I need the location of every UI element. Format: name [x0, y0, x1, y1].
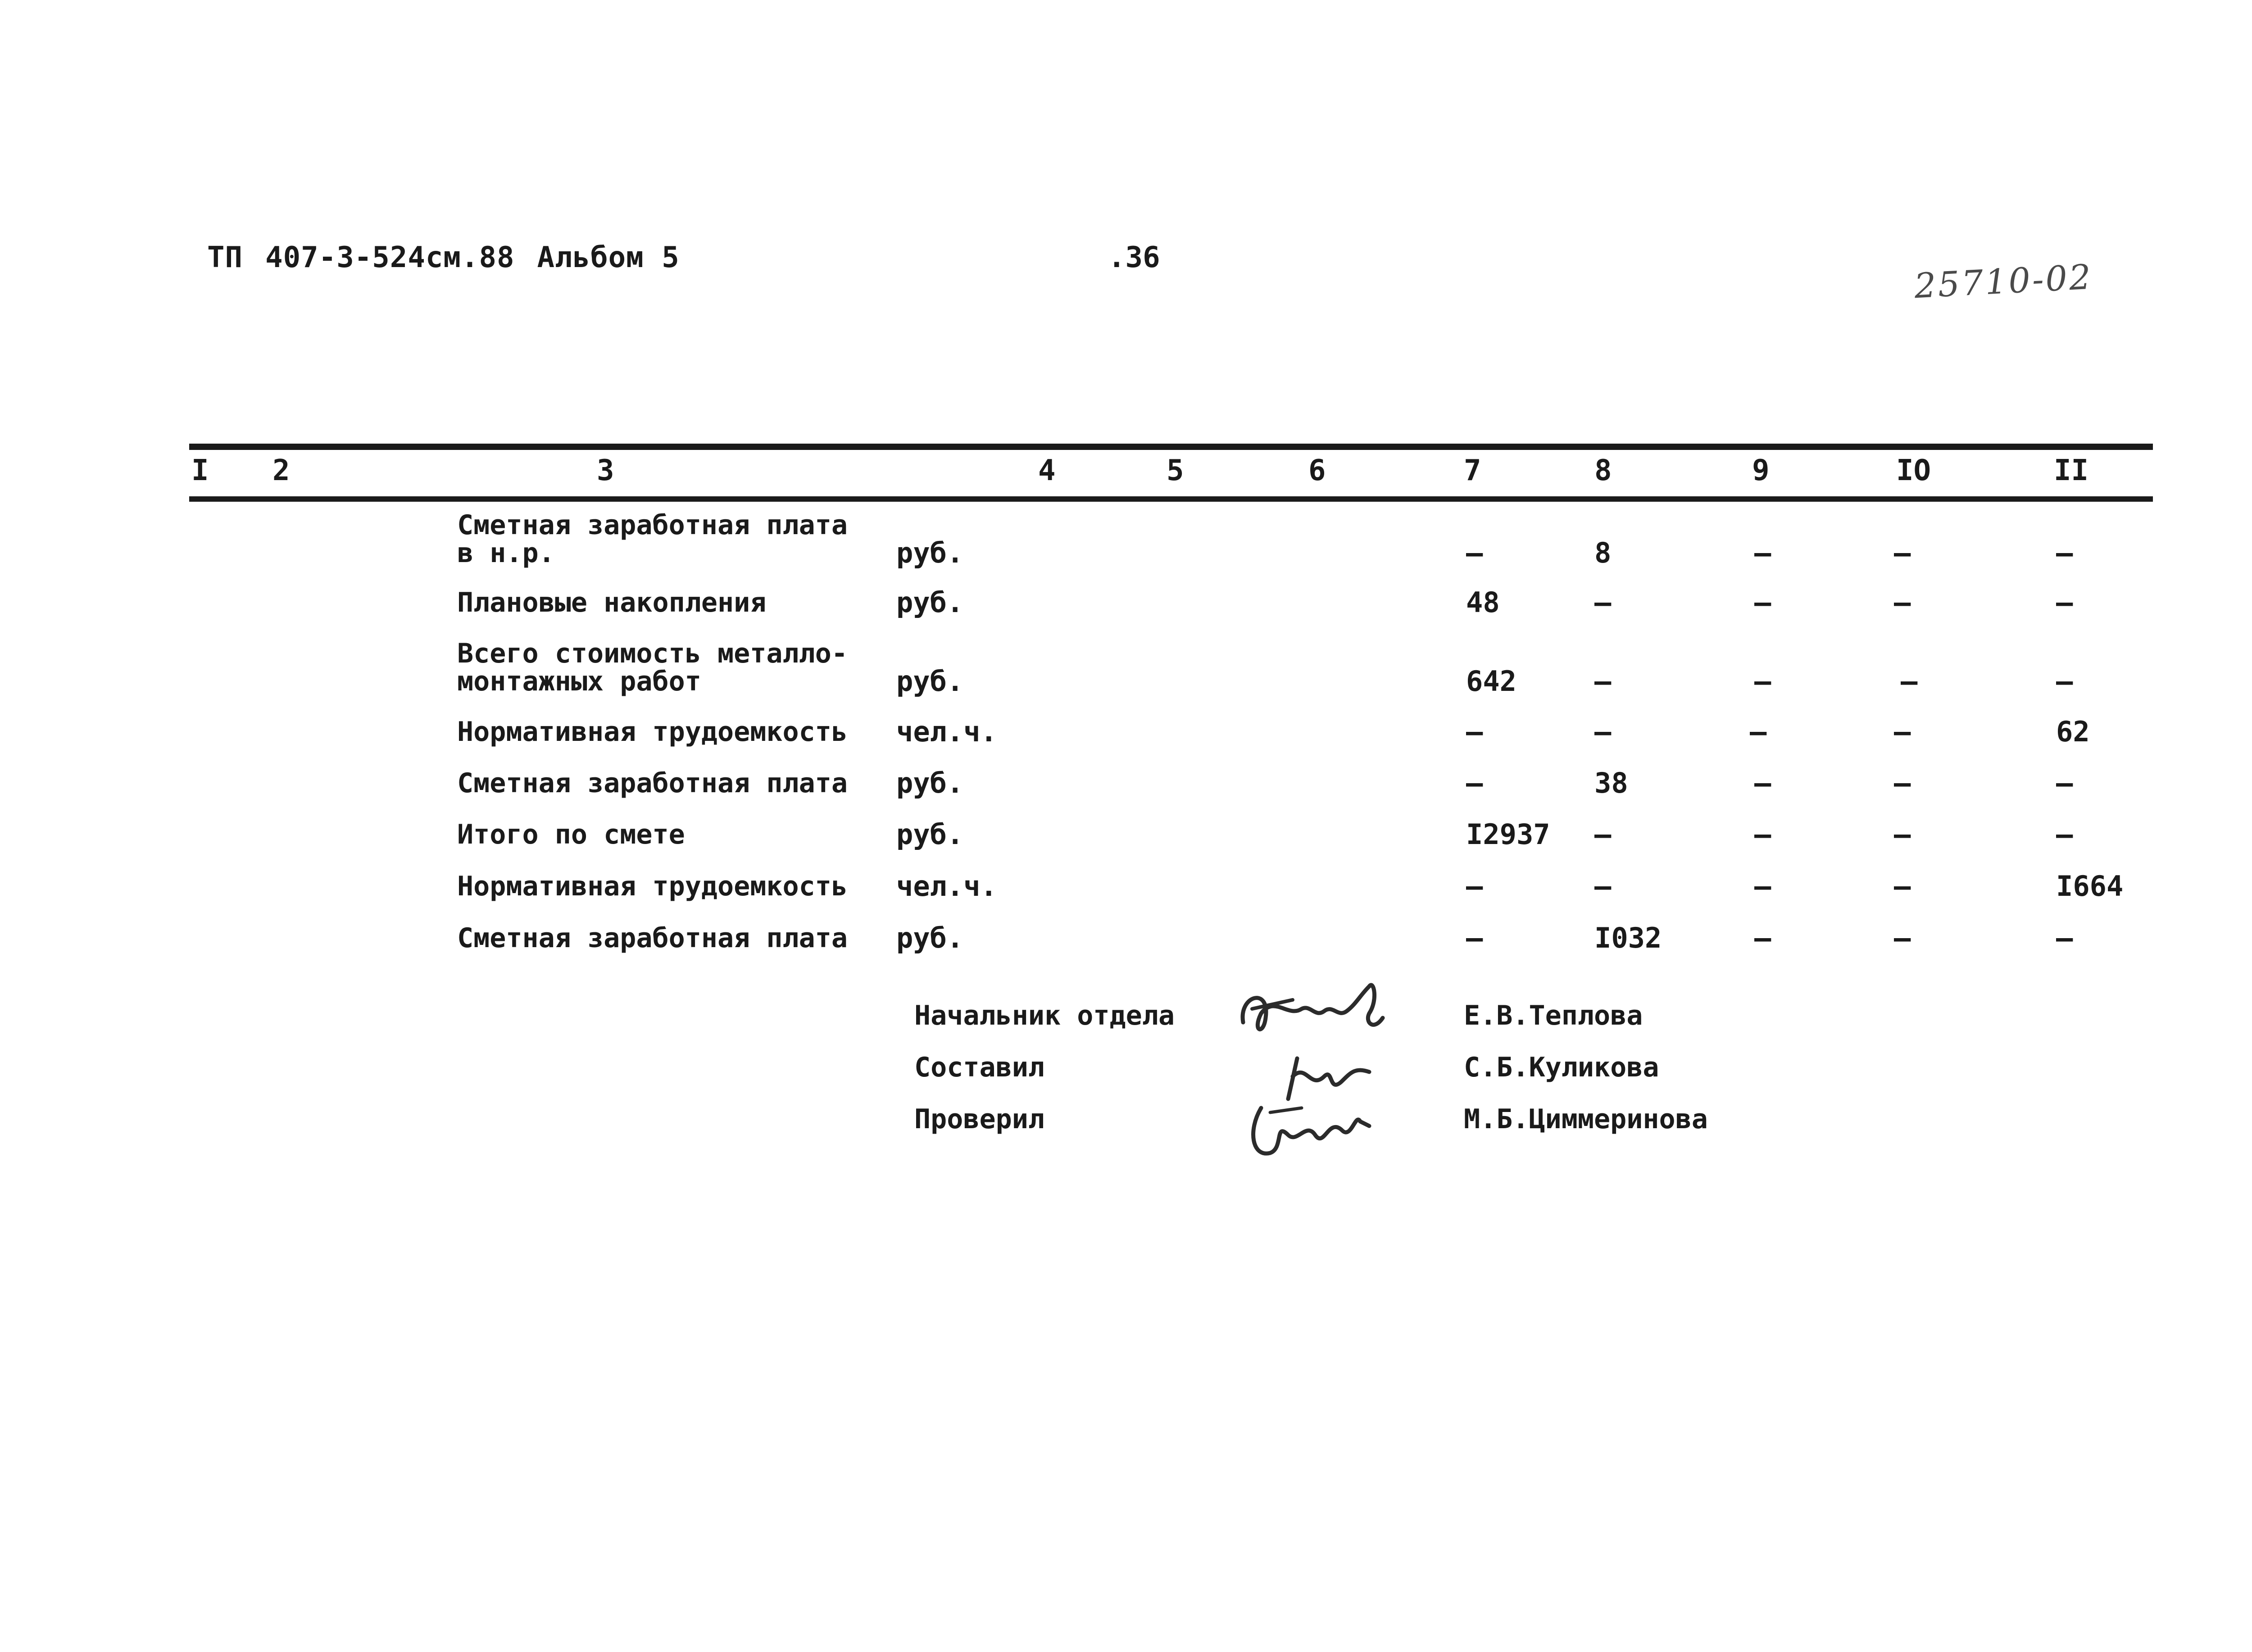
column-header-5: 5 — [1167, 454, 1184, 487]
row-label: Всего стоимость металло- монтажных работ — [457, 638, 848, 697]
row-col-9: – — [1754, 767, 1771, 799]
archive-number: 25710-02 — [1913, 256, 2094, 306]
row-col-8: – — [1594, 870, 1612, 903]
row-col-9: – — [1754, 921, 1771, 954]
row-col-10: – — [1894, 536, 1911, 569]
row-col-11: – — [2056, 536, 2073, 569]
column-header-7: 7 — [1464, 454, 1481, 487]
row-col-10: – — [1894, 818, 1911, 851]
row-col-9: – — [1754, 665, 1771, 698]
row-col-9: — — [1750, 715, 1767, 748]
row-col-7: – — [1466, 715, 1483, 748]
column-header-11: II — [2054, 454, 2089, 487]
column-header-9: 9 — [1752, 454, 1770, 487]
row-unit: руб. — [896, 767, 964, 799]
page-number: .36 — [1108, 241, 1160, 274]
row-col-11: – — [2056, 767, 2073, 799]
row-unit: руб. — [896, 921, 964, 954]
row-col-7: – — [1466, 536, 1483, 569]
row-unit: руб. — [896, 818, 964, 851]
row-col-10: – — [1894, 715, 1911, 748]
column-header-2: 2 — [272, 454, 290, 487]
signature-role-head: Начальник отдела — [914, 1000, 1175, 1031]
document-header — [207, 241, 702, 274]
column-header-1: I — [191, 454, 209, 487]
series-code: ТП — [207, 241, 243, 274]
row-col-8: – — [1594, 586, 1612, 619]
row-col-9: – — [1754, 870, 1771, 903]
signature-name-head: Е.В.Теплова — [1464, 1000, 1643, 1031]
album-label: Альбом 5 — [537, 241, 680, 274]
column-header-4: 4 — [1038, 454, 1056, 487]
row-unit: чел.ч. — [896, 715, 997, 748]
row-col-10: – — [1901, 665, 1918, 698]
row-col-8: – — [1594, 818, 1612, 851]
row-label: Сметная заработная плата в н.р. — [457, 509, 848, 569]
row-col-8: – — [1594, 665, 1612, 698]
row-col-11: – — [2056, 665, 2073, 698]
row-unit: руб. — [896, 665, 964, 698]
row-col-11: – — [2056, 586, 2073, 619]
project-code: 407-3-524см.88 — [265, 241, 515, 274]
row-col-7: – — [1466, 767, 1483, 799]
row-label: Нормативная трудоемкость — [457, 871, 848, 902]
column-header-10: IO — [1896, 454, 1931, 487]
row-label: Нормативная трудоемкость — [457, 716, 848, 748]
row-col-9: – — [1754, 536, 1771, 569]
row-col-7: 48 — [1466, 586, 1500, 619]
row-col-10: – — [1894, 586, 1911, 619]
column-header-8: 8 — [1594, 454, 1612, 487]
signature-role-checker: Проверил — [914, 1103, 1044, 1135]
row-col-10: – — [1894, 767, 1911, 799]
row-label: Сметная заработная плата — [457, 767, 848, 799]
column-header-6: 6 — [1308, 454, 1326, 487]
row-label: Сметная заработная плата — [457, 922, 848, 954]
row-unit: чел.ч. — [896, 870, 997, 903]
row-col-11: 62 — [2056, 715, 2090, 748]
row-col-9: – — [1754, 586, 1771, 619]
row-unit: руб. — [896, 536, 964, 569]
row-col-11: – — [2056, 818, 2073, 851]
row-col-11: – — [2056, 921, 2073, 954]
row-col-11: I664 — [2056, 870, 2124, 903]
column-header-3: 3 — [597, 454, 614, 487]
row-col-7: – — [1466, 921, 1483, 954]
table-header-rule — [189, 496, 2153, 502]
row-col-8: 38 — [1594, 767, 1628, 799]
row-col-10: – — [1894, 870, 1911, 903]
signature-role-author: Составил — [914, 1052, 1044, 1083]
handwritten-signature-checker — [1234, 1094, 1405, 1166]
row-col-7: 642 — [1466, 665, 1516, 698]
row-col-7: – — [1466, 870, 1483, 903]
handwritten-signature-head — [1234, 968, 1405, 1054]
row-col-7: I2937 — [1466, 818, 1550, 851]
row-label: Плановые накопления — [457, 587, 767, 618]
row-col-9: – — [1754, 818, 1771, 851]
row-unit: руб. — [896, 586, 964, 619]
signature-name-checker: М.Б.Циммеринова — [1464, 1103, 1708, 1135]
signature-name-author: С.Б.Куликова — [1464, 1052, 1659, 1083]
row-col-8: I032 — [1594, 921, 1662, 954]
row-col-10: – — [1894, 921, 1911, 954]
row-label: Итого по смете — [457, 819, 685, 850]
table-top-rule — [189, 444, 2153, 450]
row-col-8: – — [1594, 715, 1612, 748]
row-col-8: 8 — [1594, 536, 1612, 569]
